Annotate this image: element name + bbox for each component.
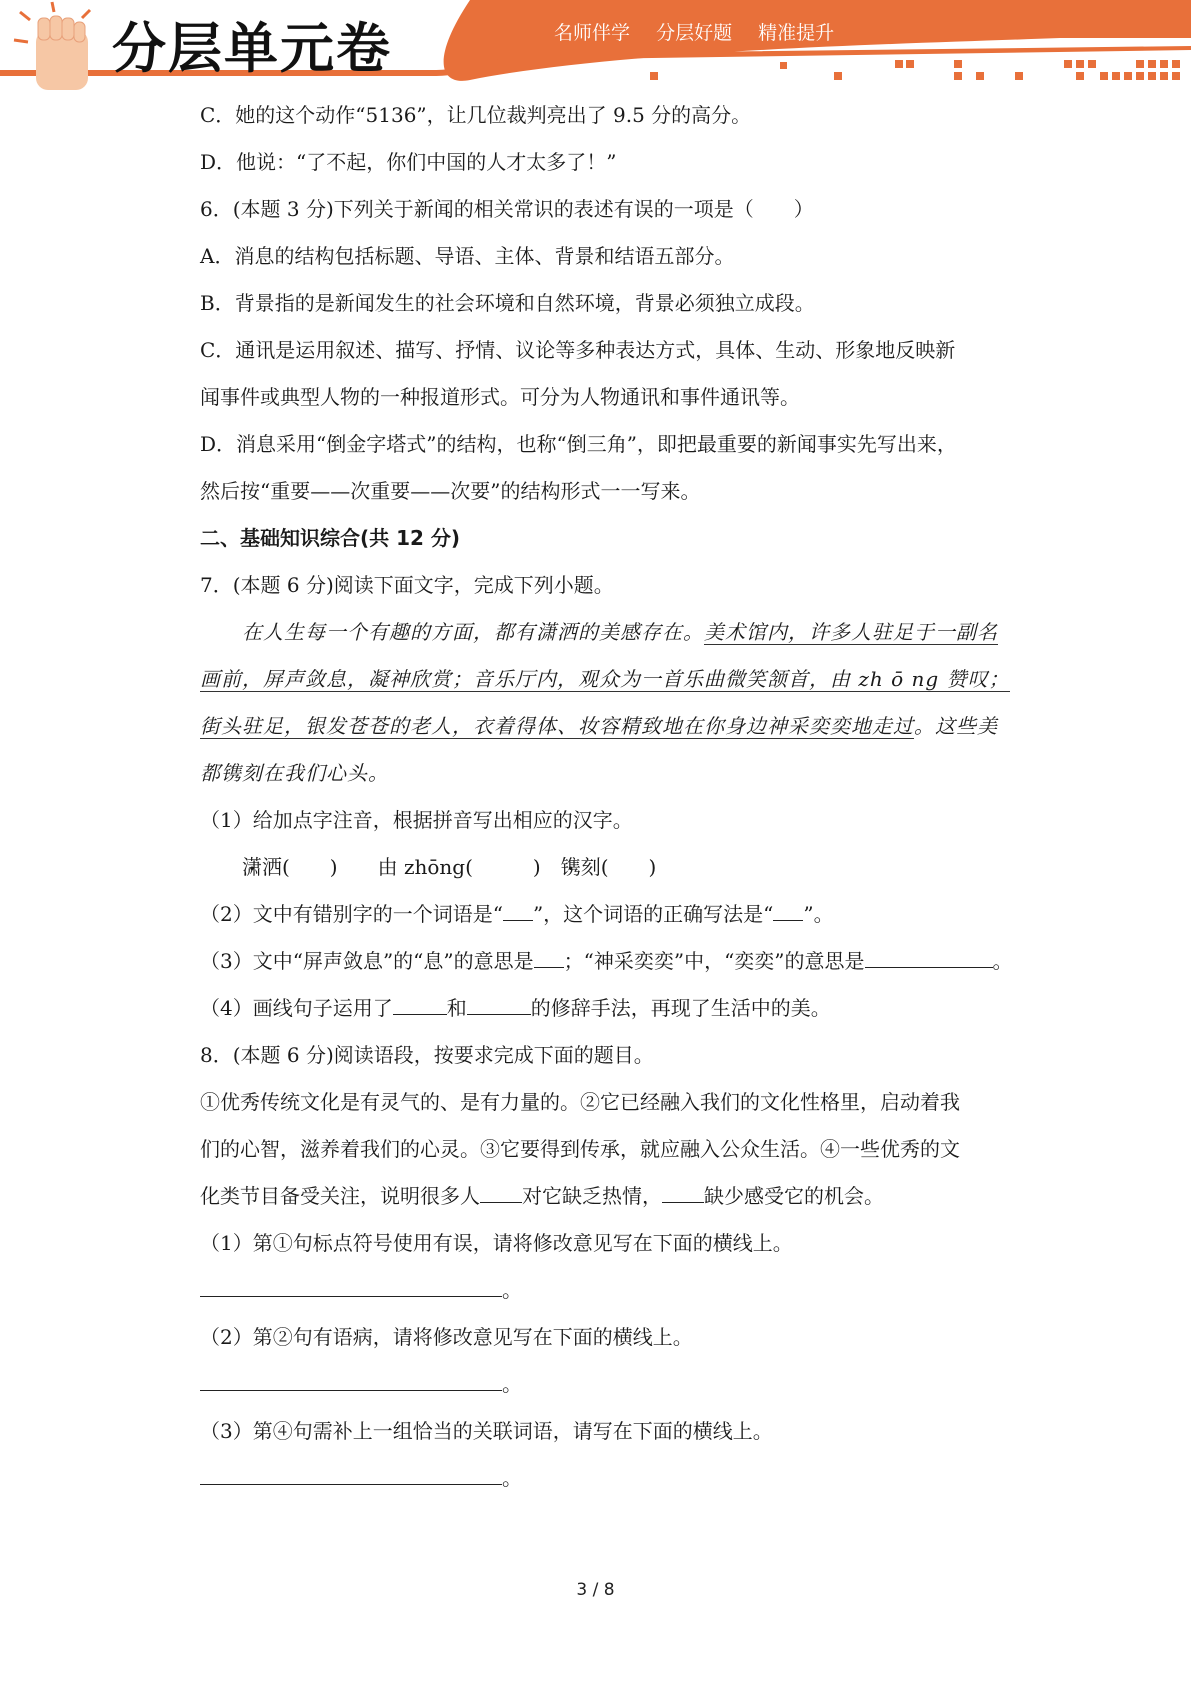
- q8-sub-3: （3）第④句需补上一组恰当的关联词语，请写在下面的横线上。: [200, 1419, 773, 1443]
- answer-blank[interactable]: [534, 947, 564, 968]
- section-heading: 二、基础知识综合(共 12 分): [200, 526, 461, 550]
- q8-sub-2: （2）第②句有语病，请将修改意见写在下面的横线上。: [200, 1325, 693, 1349]
- brand-title: 分层单元卷: [112, 17, 392, 80]
- text: （2）文中有错别字的一个词语是“: [200, 902, 503, 926]
- dotted-char: 镌 •: [561, 855, 581, 879]
- text: 缺少感受它的机会。: [704, 1184, 884, 1208]
- pinyin-blanks: 洒( ) 由 zhōng( ): [262, 855, 561, 879]
- option-a-q6: A．消息的结构包括标题、导语、主体、背景和结语五部分。: [200, 244, 735, 268]
- q8-answer-2: [200, 1361, 990, 1408]
- q7-sub-1: （1）给加点字注音，根据拼音写出相应的汉字。: [200, 808, 633, 832]
- underlined-sentence: 美术馆内，许多人驻足于一副名: [704, 620, 998, 644]
- option-d-q5: D．他说：“了不起，你们中国的人才太多了！”: [200, 150, 617, 174]
- q7-sub-3: [200, 938, 1013, 985]
- header-slogans: [554, 18, 854, 45]
- answer-line[interactable]: [200, 1368, 502, 1391]
- text: 。: [992, 949, 1013, 973]
- passage-line-4: 都镌刻在我们心头。: [200, 761, 389, 785]
- text: 。: [502, 1466, 522, 1490]
- option-c-q6-line1: C．通讯是运用叙述、描写、抒情、议论等多种表达方式，具体、生动、形象地反映新: [200, 338, 956, 362]
- q8-text-line-1: ①优秀传统文化是有灵气的、是有力量的。②它已经融入我们的文化性格里，启动着我: [200, 1090, 960, 1114]
- text: 化类节目备受关注，说明很多人: [200, 1184, 480, 1208]
- option-c-q5: C．她的这个动作“5136”，让几位裁判亮出了 9.5 分的高分。: [200, 103, 752, 127]
- q7-sub-4: [200, 985, 990, 1032]
- answer-blank[interactable]: [480, 1182, 522, 1203]
- q8-answer-3: [200, 1455, 990, 1502]
- answer-blank[interactable]: [662, 1182, 704, 1203]
- question-7: 7．(本题 6 分)阅读下面文字，完成下列小题。: [200, 573, 614, 597]
- text: 和: [446, 996, 467, 1020]
- q7-sub-1-items: [200, 844, 990, 891]
- pinyin-blank: 刻( ): [580, 855, 657, 879]
- dotted-char: 潇 •: [242, 855, 262, 879]
- option-c-q6-line2: 闻事件或典型人物的一种报道形式。可分为人物通讯和事件通讯等。: [200, 385, 800, 409]
- text: （3）文中“屏声敛息”的“息”的意思是: [200, 949, 534, 973]
- page-number: 3 / 8: [576, 1580, 615, 1600]
- q8-answer-1: [200, 1267, 990, 1314]
- option-d-q6-line1: D．消息采用“倒金字塔式”的结构，也称“倒三角”，即把最重要的新闻事实先写出来，: [200, 432, 957, 456]
- q8-sub-1: （1）第①句标点符号使用有误，请将修改意见写在下面的横线上。: [200, 1231, 793, 1255]
- q8-text-line-2: 们的心智，滋养着我们的心灵。③它要得到传承，就应融入公众生活。④一些优秀的文: [200, 1137, 960, 1161]
- option-b-q6: B．背景指的是新闻发生的社会环境和自然环境，背景必须独立成段。: [200, 291, 815, 315]
- text: ”。: [803, 902, 834, 926]
- answer-line[interactable]: [200, 1462, 502, 1485]
- underlined-sentence: 街头驻足，银发苍苍的老人，衣着得体、妆容精致地在你身边神采奕奕地走过: [200, 714, 914, 738]
- page-content: [200, 92, 1013, 1502]
- slogan-2: 分层好题: [656, 22, 733, 44]
- passage-text: 在人生每一个有趣的方面，都有潇洒的美感存在。: [242, 620, 704, 644]
- answer-blank[interactable]: [393, 994, 447, 1015]
- text: ”，这个词语的正确写法是“: [532, 902, 774, 926]
- text: ；“神采奕奕”中，“奕奕”的意思是: [563, 949, 865, 973]
- passage-line-3: [200, 703, 998, 750]
- q8-text-line-3: [200, 1173, 990, 1220]
- text: （4）画线句子运用了: [200, 996, 393, 1020]
- option-d-q6-line2: 然后按“重要——次重要——次要”的结构形式一一写来。: [200, 479, 701, 503]
- fist-logo-icon: [14, 2, 90, 90]
- answer-blank[interactable]: [503, 900, 533, 921]
- answer-line[interactable]: [200, 1274, 502, 1297]
- question-8: 8．(本题 6 分)阅读语段，按要求完成下面的题目。: [200, 1043, 654, 1067]
- answer-blank[interactable]: [773, 900, 803, 921]
- text: 。: [502, 1278, 522, 1302]
- underlined-sentence: 画前，屏声敛息，凝神欣赏；音乐厅内，观众为一首乐曲微笑颔首，由 zh ō ng 赞叹；: [200, 667, 1010, 691]
- question-6: 6．(本题 3 分)下列关于新闻的相关常识的表述有误的一项是（ ）: [200, 197, 814, 221]
- text: 。: [502, 1372, 522, 1396]
- slogan-3: 精准提升: [758, 22, 835, 44]
- passage-line-1: [200, 609, 998, 656]
- decorative-dots: [650, 60, 1180, 80]
- answer-blank[interactable]: [865, 947, 993, 968]
- answer-blank[interactable]: [467, 994, 531, 1015]
- slogan-1: 名师伴学: [554, 22, 631, 44]
- passage-text: 。这些美: [914, 714, 998, 738]
- text: 对它缺乏热情，: [522, 1184, 662, 1208]
- q7-sub-2: [200, 891, 990, 938]
- text: 的修辞手法，再现了生活中的美。: [530, 996, 831, 1020]
- passage-line-2: [200, 656, 1010, 703]
